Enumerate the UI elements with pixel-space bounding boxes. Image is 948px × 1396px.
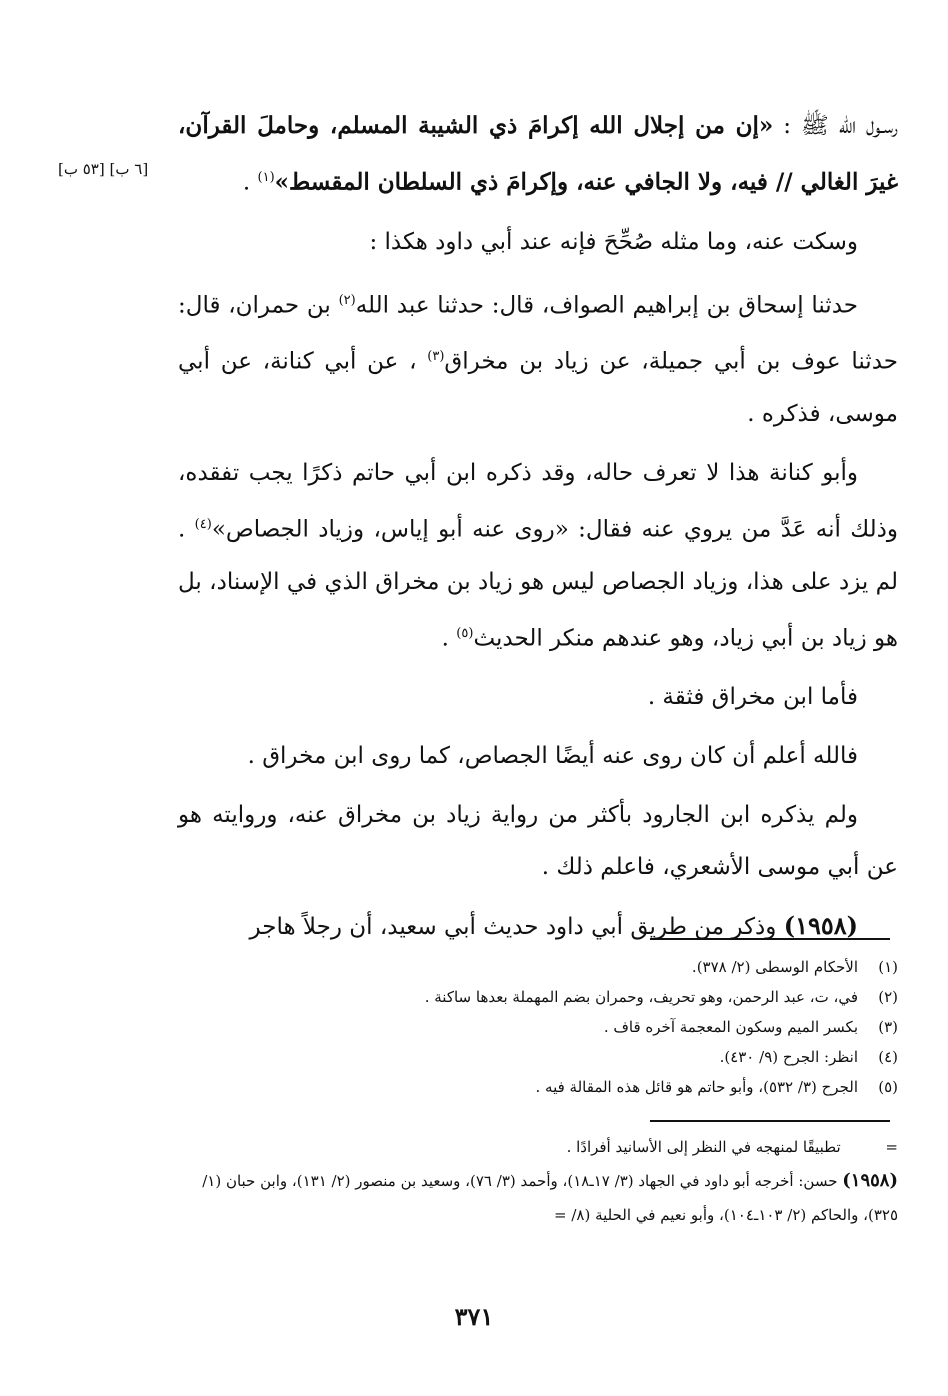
paragraph-4: وأبو كنانة هذا لا تعرف حاله، وقد ذكره ابن أبي حاتم ذكرًا يجب تفقده، وذلك أنه عَدَّ من يروي عنه فقال: «روى عنه أبو إياس، وزياد الجصاص»$^{(٤)}$ . لم يزد على هذا، وزياد الجصاص ليس هو زياد بن مخراق الذي في الإسناد، بل هو زياد بن أبي زياد، وهو عندهم منكر الحديث$^{(٥)}$ . (178, 459, 898, 652)
footnote-divider (650, 938, 890, 940)
footnote-item: (١) الأحكام الوسطى (٢/ ٣٧٨). (691, 958, 898, 976)
hadith-quote: «إن من إجلال الله إكرامَ ذي الشيبة المسلم، وحاملَ القرآن، غيرَ الغالي // فيه، ولا الجافي عنه، وإكرامَ ذي السلطان المقسط» (178, 112, 898, 196)
takhrij-notes (175, 1130, 898, 1232)
continuation-mark: = (885, 1138, 898, 1156)
main-text (178, 100, 898, 960)
footnote-item: (٤) انظر: الجرح (٩/ ٤٣٠). (719, 1048, 898, 1066)
hadith-number: (١٩٥٨) (842, 1170, 898, 1191)
footnote-ref: (٣) (427, 349, 445, 365)
takhrij-entry: (١٩٥٨) حسن: أخرجه أبو داود في الجهاد (٣/ ١٧ـ١٨)، وأحمد (٣/ ٧٦)، وسعيد بن منصور (٢/ ١٣١)، وابن حبان (١/ ٣٢٥)، والحاكم (٢/ ١٠٣ـ١٠٤)، وأبو نعيم في الحلية (٨/ = (202, 1170, 898, 1224)
footnote-item: (٣) بكسر الميم وسكون المعجمة آخره قاف . (603, 1018, 898, 1036)
paragraph-3: حدثنا إسحاق بن إبراهيم الصواف، قال: حدثنا عبد الله$^{(٢)}$ بن حمران، قال: حدثنا عوف بن أبي جميلة، عن زياد بن مخراق$^{(٣)}$ ، عن أبي كنانة، عن أبي موسى، فذكره . (178, 292, 899, 427)
footnote-ref: (٢) (338, 292, 356, 308)
paragraph-1: رسـول الله ﷺ : «إن من إجلال الله إكرامَ ذي الشيبة المسلم، وحاملَ القرآن، غيرَ الغالي // فيه، ولا الجافي عنه، وإكرامَ ذي السلطان المقسط»$^{(١)}$ . (178, 112, 898, 196)
footnote-item: (٢) في، ت، عبد الرحمن، وهو تحريف، وحمران بضم المهملة بعدها ساكنة . (424, 988, 898, 1006)
paragraph-6: فالله أعلم أن كان روى عنه أيضًا الجصاص، كما روى ابن مخراق . (247, 743, 858, 770)
footnotes (340, 952, 898, 1102)
hadith-number: (١٩٥٨) (783, 911, 858, 941)
footnote-ref: (١) (257, 170, 275, 185)
paragraph-5: فأما ابن مخراق فثقة . (647, 684, 858, 711)
footnote-ref: (٤) (194, 516, 212, 532)
footnote-item: (٥) الجرح (٣/ ٥٣٢)، وأبو حاتم هو قائل هذه المقالة فيه . (535, 1078, 898, 1096)
page-number: ٣٧١ (454, 1302, 494, 1331)
paragraph-8: (١٩٥٨) وذكر من طريق أبي داود حديث أبي سعيد، أن رجلاً هاجر (249, 911, 858, 941)
paragraph-7: ولم يذكره ابن الجارود بأكثر من رواية زياد بن مخراق عنه، وروايته هو عن أبي موسى الأشعري، فاعلم ذلك . (178, 802, 898, 881)
footnote-divider-2 (650, 1120, 890, 1122)
manuscript-folio-note: [٦ ب] [٥٣ ب] (58, 160, 149, 178)
footnote-ref: (٥) (456, 625, 474, 641)
paragraph-2: وسكت عنه، وما مثله صُحِّحَ فإنه عند أبي داود هكذا : (369, 228, 858, 255)
continuation-line: = تطبيقًا لمنهجه في النظر إلى الأسانيد أفرادًا . (566, 1138, 898, 1156)
